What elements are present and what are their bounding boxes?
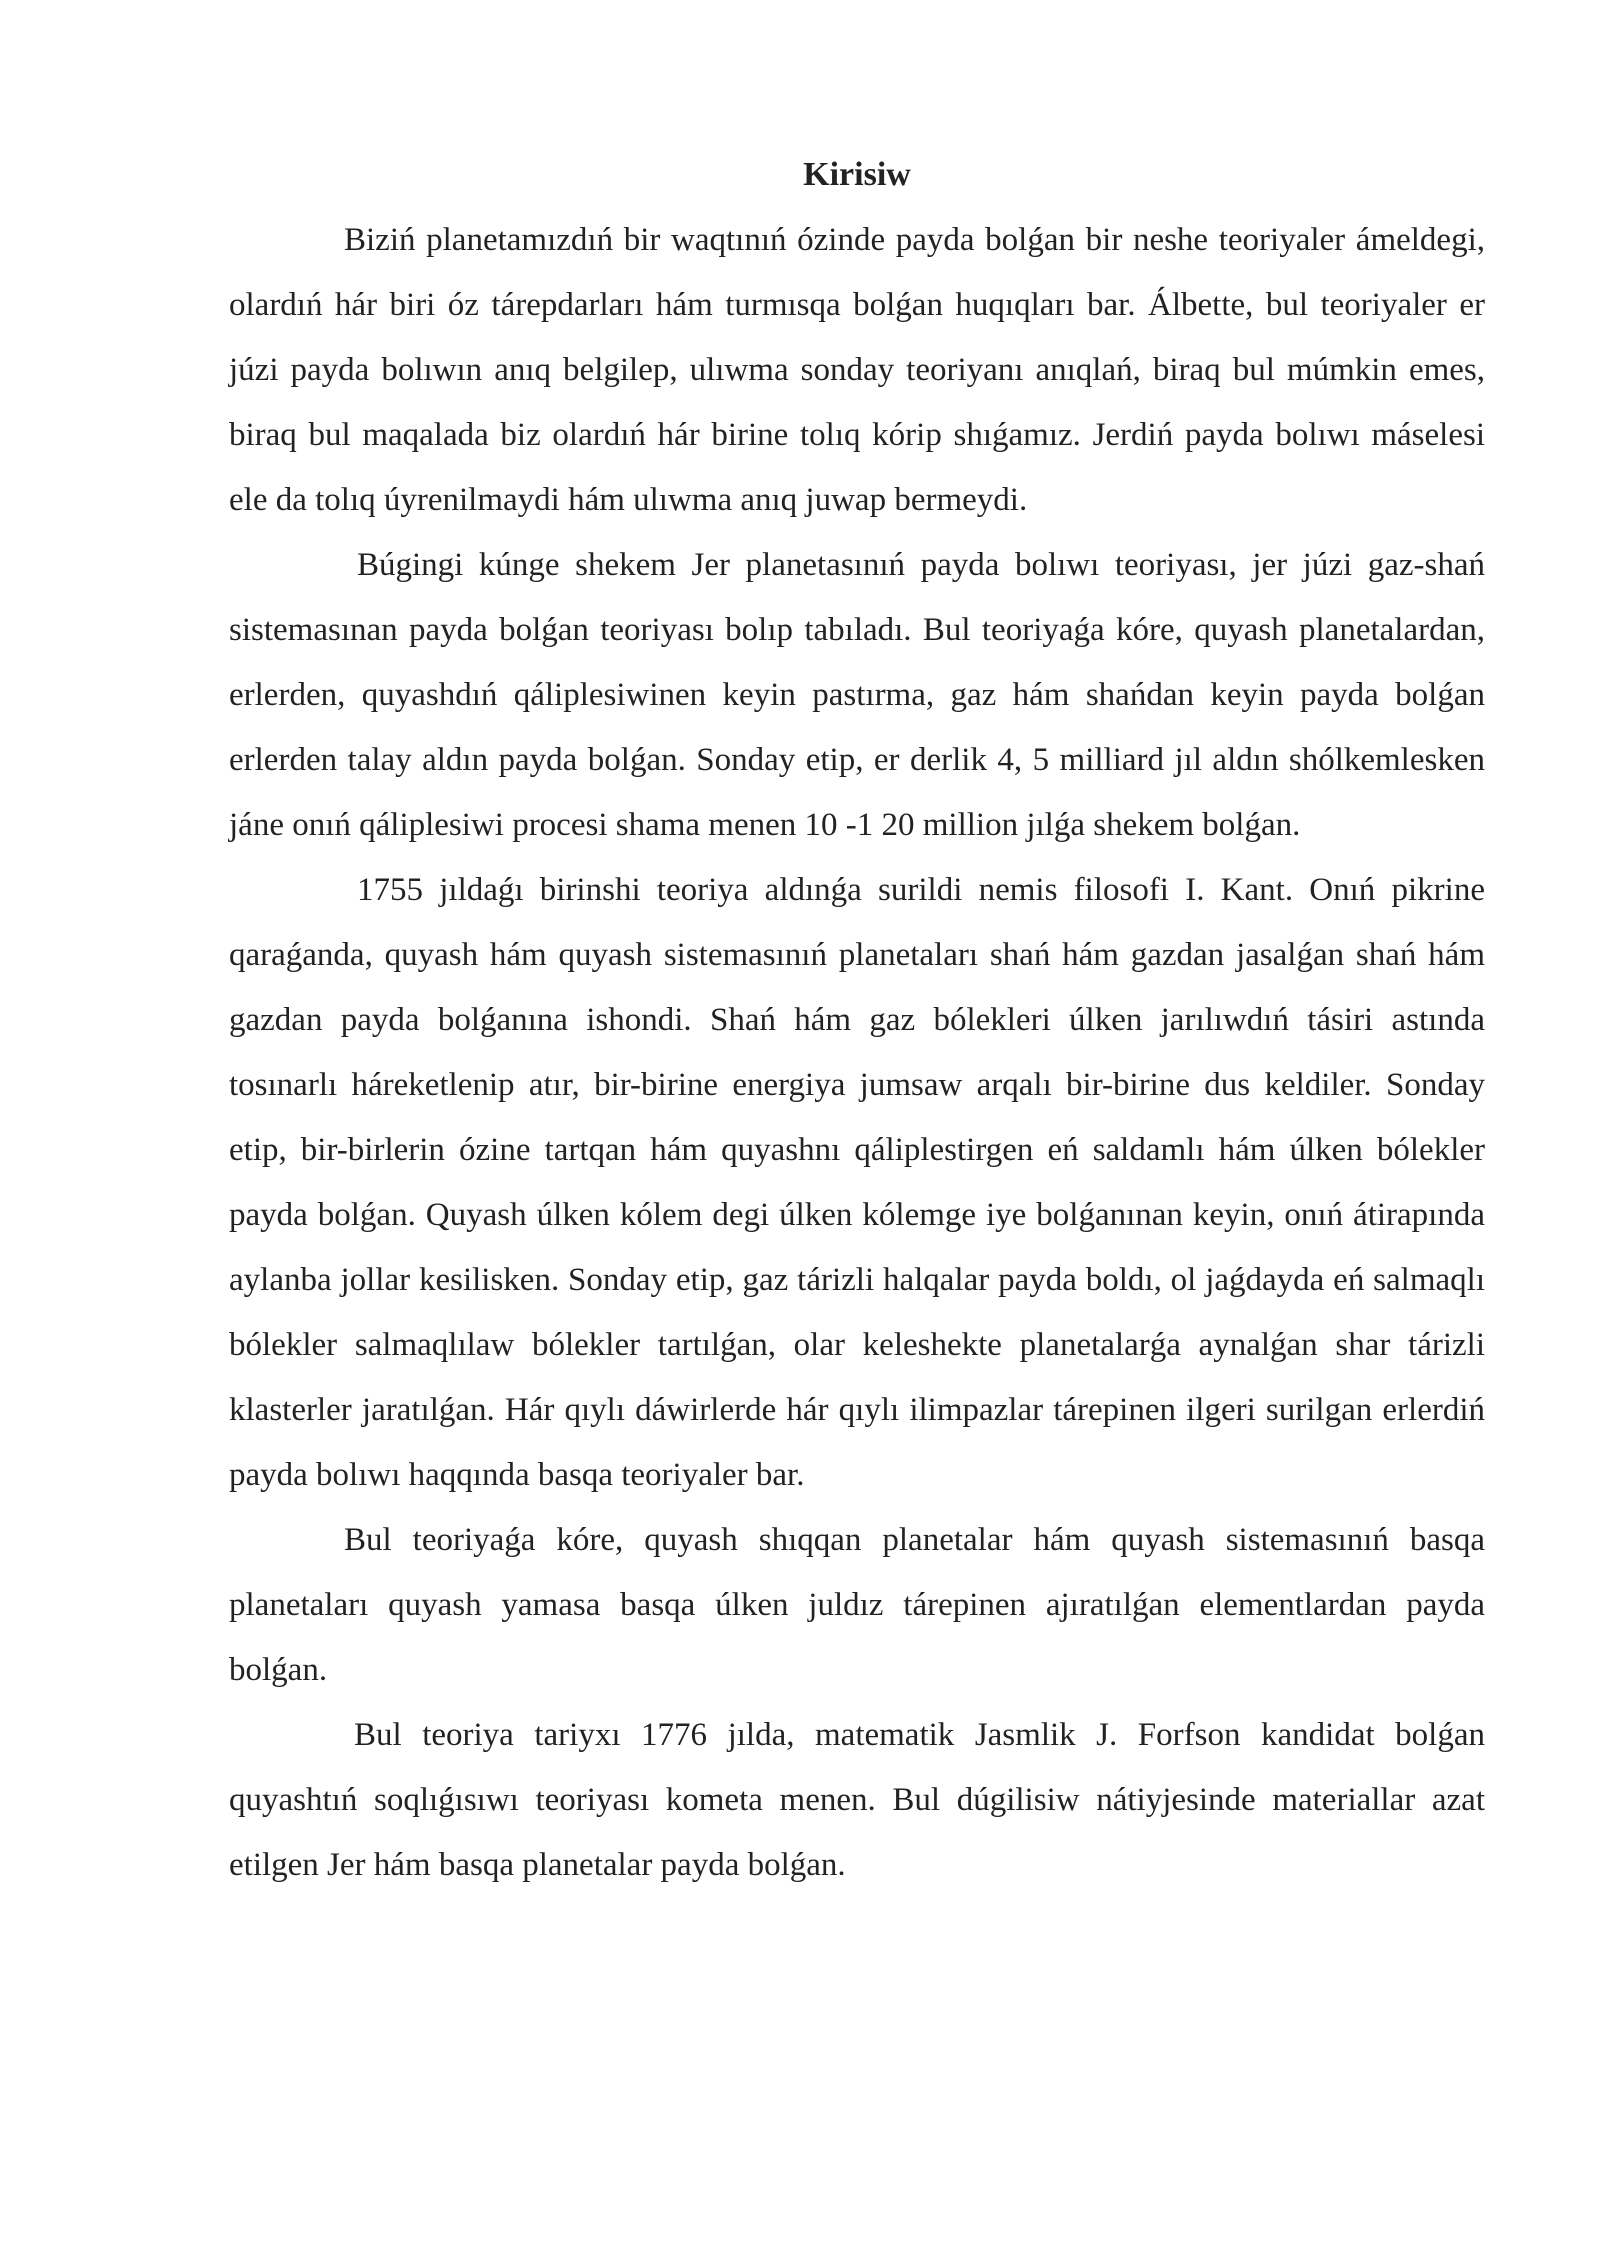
paragraph-3: 1755 jıldaǵı birinshi teoriya aldınǵa surildi nemis filosofi I. Kant. Onıń pikrine qaraǵanda, quyash hám quyash sistemasınıń planetaları shań hám gazdan jasalǵan shań hám gazdan payda bolǵanına ishondi. Shań hám gaz bólekleri úlken jarılıwdıń tásiri astında tosınarlı háreketlenip atır, bir-birine energiya jumsaw arqalı bir-birine dus keldiler. Sonday etip, bir-birlerin ózine tartqan hám quyashnı qáliplestirgen eń saldamlı hám úlken bólekler payda bolǵan. Quyash úlken kólem degi úlken kólemge iye bolǵanınan keyin, onıń átirapında aylanba jollar kesilisken. Sonday etip, gaz tárizli halqalar payda boldı, ol jaǵdayda eń salmaqlı bólekler salmaqlılaw bólekler tartılǵan, olar keleshekte planetalarǵa aynalǵan shar tárizli klasterler jaratılǵan. Hár qıylı dáwirlerde hár qıylı ilimpazlar tárepinen ilgeri surilgan erlerdiń payda bolıwı haqqında basqa teoriyaler bar.: [229, 872, 1485, 1493]
paragraph-4: Bul teoriyaǵa kóre, quyash shıqqan planetalar hám quyash sistemasınıń basqa planetaları quyash yamasa basqa úlken juldız tárepinen ajıratılǵan elementlardan payda bolǵan.: [229, 1522, 1485, 1688]
paragraph-5: Bul teoriya tariyxı 1776 jılda, matematik Jasmlik J. Forfson kandidat bolǵan quyashtıń soqlıǵısıwı teoriyası kometa menen. Bul dúgilisiw nátiyjesinde materiallar azat etilgen Jer hám basqa planetalar payda bolǵan.: [229, 1717, 1485, 1883]
document-title: Kirisiw: [803, 156, 911, 193]
paragraph-1: Biziń planetamızdıń bir waqtınıń ózinde payda bolǵan bir neshe teoriyaler ámeldegi, olardıń hár biri óz tárepdarları hám turmısqa bolǵan huqıqları bar. Álbette, bul teoriyaler er júzi payda bolıwın anıq belgilep, ulıwma sonday teoriyanı anıqlań, biraq bul múmkin emes, biraq bul maqalada biz olardıń hár birine tolıq kórip shıǵamız. Jerdiń payda bolıwı máselesi ele da tolıq úyrenilmaydi hám ulıwma anıq juwap bermeydi.: [229, 222, 1485, 518]
paragraph-2: Búgingi kúnge shekem Jer planetasınıń payda bolıwı teoriyası, jer júzi gaz-shań sistemasınan payda bolǵan teoriyası bolıp tabıladı. Bul teoriyaǵa kóre, quyash planetalardan, erlerden, quyashdıń qáliplesiwinen keyin pastırma, gaz hám shańdan keyin payda bolǵan erlerden talay aldın payda bolǵan. Sonday etip, er derlik 4, 5 milliard jıl aldın shólkemlesken jáne onıń qáliplesiwi procesi shama menen 10 -1 20 million jılǵa shekem bolǵan.: [229, 547, 1485, 843]
document-body: [229, 150, 1485, 1898]
